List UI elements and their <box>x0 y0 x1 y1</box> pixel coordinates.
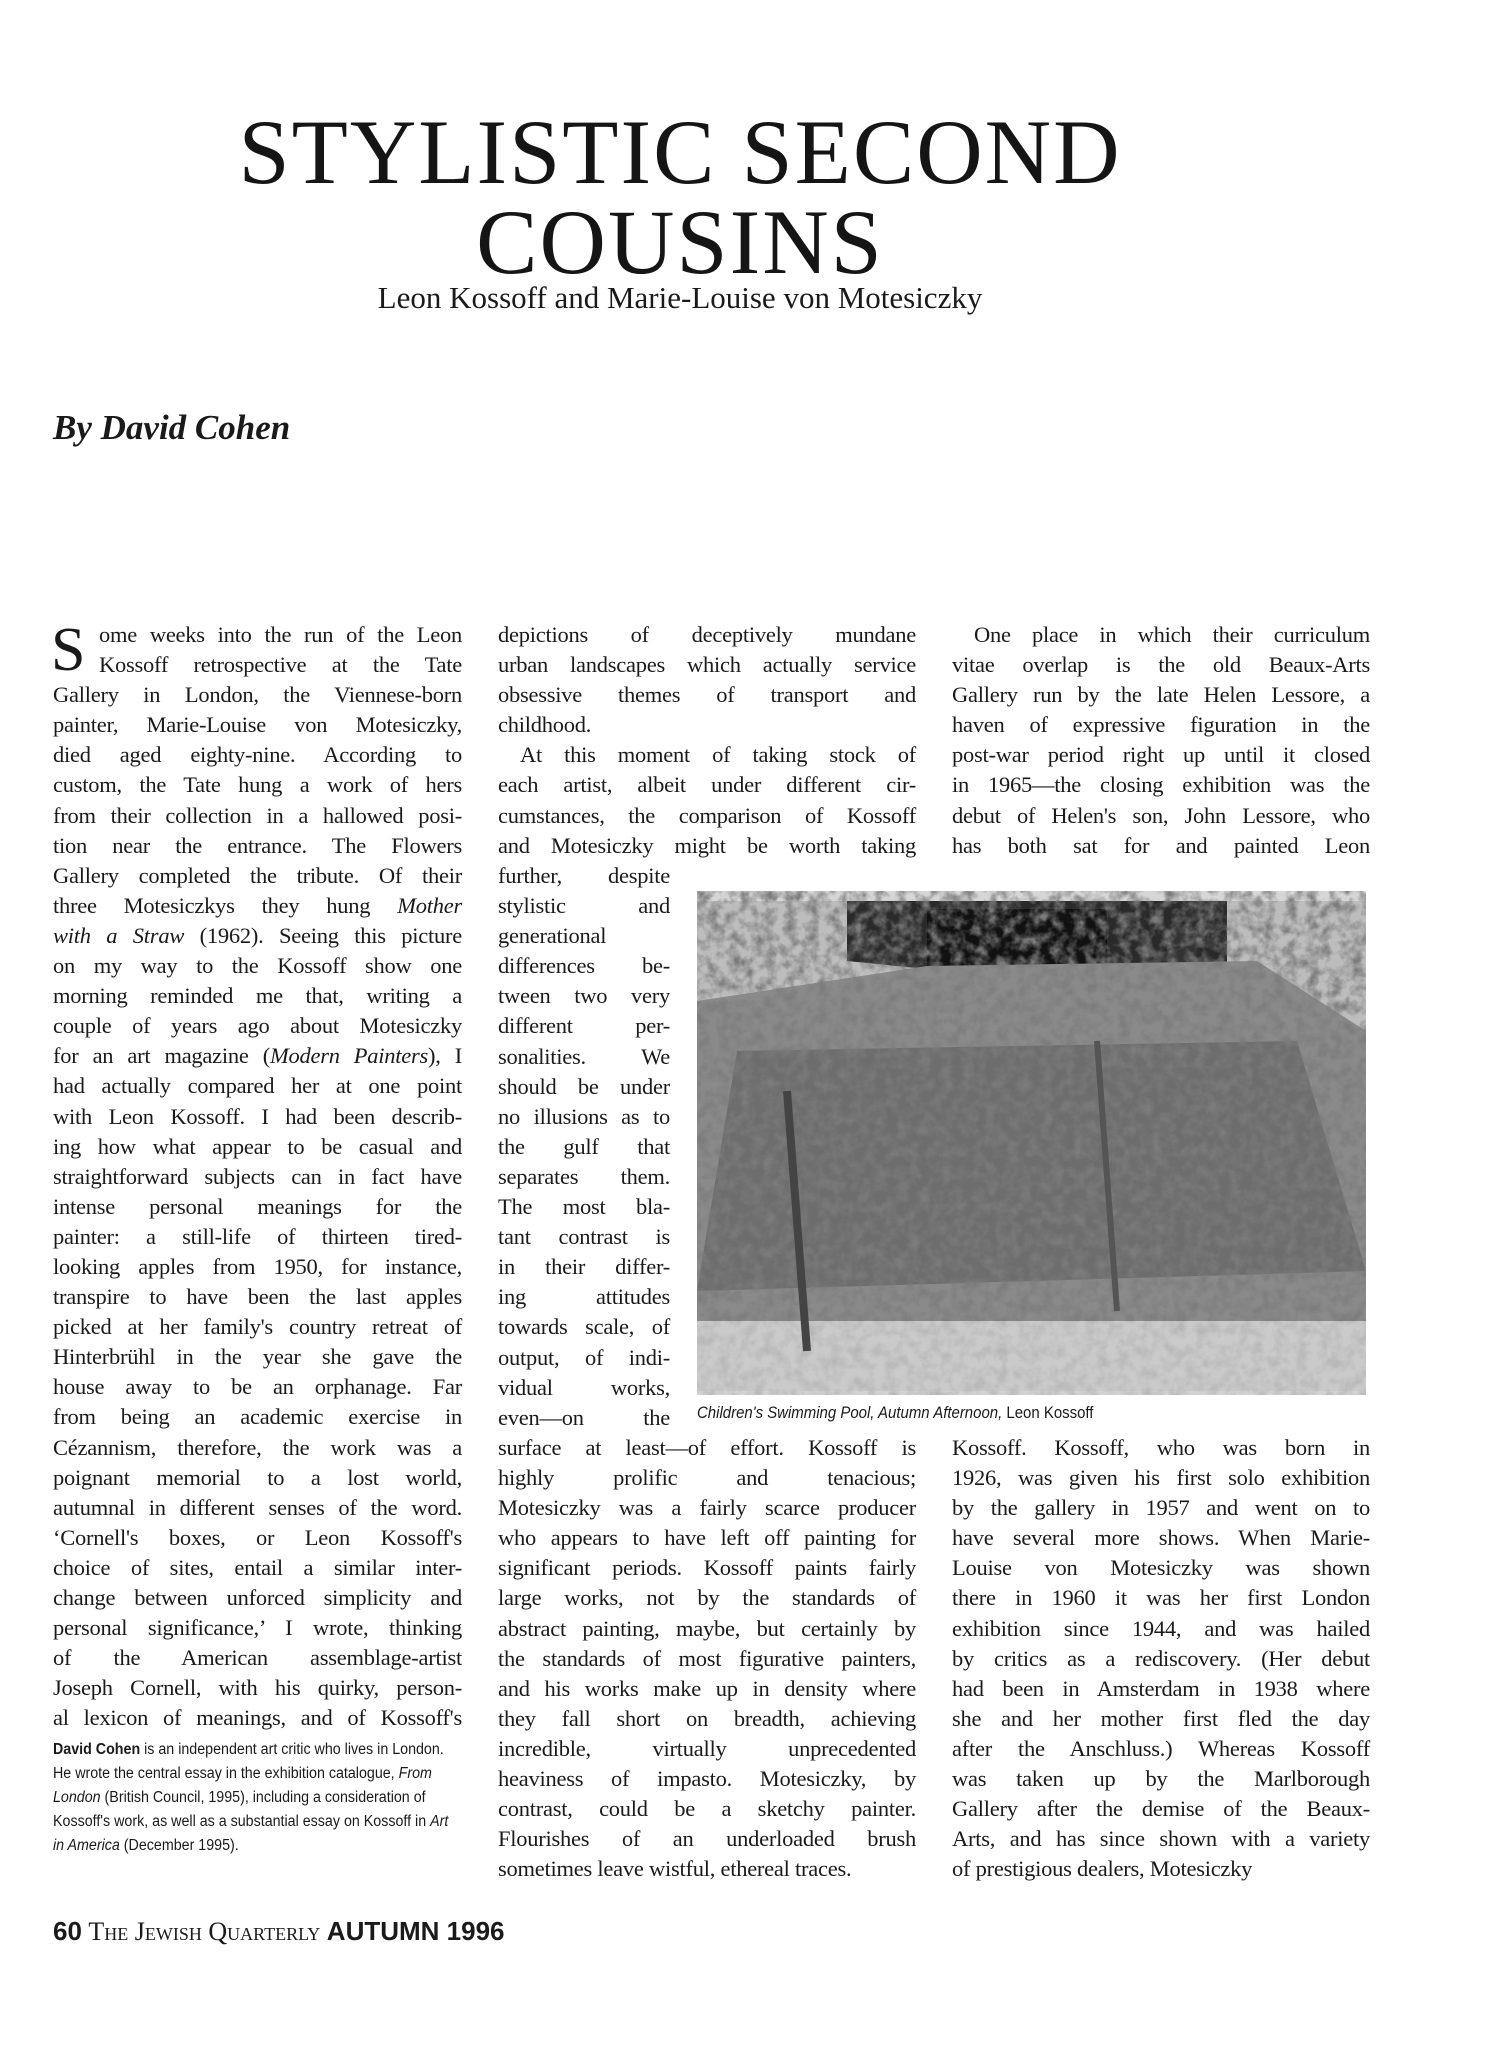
text-line <box>498 1854 916 1884</box>
text-segment: with Leon Kossoff. I had been describ- <box>53 1103 462 1129</box>
text-line <box>952 1553 1370 1583</box>
text-line <box>498 1674 916 1704</box>
text-line <box>53 1643 462 1673</box>
text-line <box>53 1041 462 1071</box>
text-segment: tween two very <box>498 983 670 1009</box>
text-line <box>53 1402 462 1432</box>
text-segment: sonalities. We <box>498 1043 670 1069</box>
text-line <box>53 1222 462 1252</box>
text-segment: exhibition since 1944, and was hailed <box>952 1615 1370 1641</box>
text-segment: for an art magazine ( <box>53 1043 270 1069</box>
text-line <box>498 1252 670 1282</box>
text-line <box>498 1373 670 1403</box>
text-line <box>952 1644 1370 1674</box>
figure-caption <box>697 1402 1093 1424</box>
text-segment: painter: a still-life of thirteen tired- <box>53 1223 462 1249</box>
bio-book: From London <box>53 1765 432 1806</box>
column-3-top <box>952 620 1370 861</box>
text-segment: towards scale, of <box>498 1314 670 1340</box>
text-line <box>53 1553 462 1583</box>
text-segment: had been in Amsterdam in 1938 where <box>952 1675 1370 1701</box>
text-line <box>498 1433 916 1463</box>
text-segment: tant contrast is <box>498 1224 670 1250</box>
text-line <box>952 710 1370 740</box>
text-line <box>53 1613 462 1643</box>
text-segment: there in 1960 it was her first London <box>952 1585 1370 1611</box>
text-line <box>952 1433 1370 1463</box>
text-segment: vidual works, <box>498 1374 670 1400</box>
title-line-1: STYLISTIC SECOND <box>238 101 1122 203</box>
text-segment: and his works make up in density where <box>498 1675 916 1701</box>
text-line <box>498 801 916 831</box>
text-line <box>498 1523 916 1553</box>
text-line <box>53 951 462 981</box>
text-line <box>498 1343 670 1373</box>
text-line <box>53 1493 462 1523</box>
column-2-top <box>498 620 916 861</box>
painting-image <box>697 891 1366 1395</box>
drop-cap: S <box>51 616 86 684</box>
column-2-narrow <box>498 861 670 1433</box>
subtitle: Leon Kossoff and Marie-Louise von Motesiczky <box>377 280 983 315</box>
text-line <box>53 620 462 650</box>
text-line <box>952 1523 1370 1553</box>
issue-label: AUTUMN 1996 <box>326 1916 505 1946</box>
text-line <box>53 1102 462 1132</box>
text-segment: heaviness of impasto. Motesiczky, by <box>498 1766 916 1792</box>
text-segment: surface at least—of effort. Kossoff is <box>498 1435 916 1460</box>
text-line <box>498 710 916 740</box>
text-line <box>53 1342 462 1372</box>
text-line <box>498 770 916 800</box>
text-segment: no illusions as to <box>498 1103 670 1129</box>
text-line <box>952 1583 1370 1613</box>
text-segment: post-war period right up until it closed <box>952 742 1370 768</box>
text-segment: generational <box>498 923 607 949</box>
text-segment: and Motesiczky might be worth taking <box>498 832 916 858</box>
text-segment: contrast, could be a sketchy painter. <box>498 1796 916 1822</box>
text-segment: (1962). Seeing this picture <box>184 922 462 948</box>
text-line <box>952 831 1370 861</box>
text-line <box>53 740 462 770</box>
text-segment: significant periods. Kossoff paints fairly <box>498 1555 916 1581</box>
text-segment: separates them. <box>498 1163 670 1189</box>
caption-title: Children's Swimming Pool, Autumn Afternoon, <box>697 1403 1003 1422</box>
text-segment: obsessive themes of transport and <box>498 682 916 708</box>
text-line <box>952 1794 1370 1824</box>
text-line <box>498 1614 916 1644</box>
text-line <box>498 1764 916 1794</box>
text-line <box>952 620 1370 650</box>
journal-name: The Jewish Quarterly <box>88 1917 321 1946</box>
bio-magazine: Art in America <box>53 1813 449 1854</box>
text-segment: transpire to have been the last apples <box>53 1284 462 1310</box>
title-line-2: COUSINS <box>476 191 884 293</box>
text-segment: in 1965—the closing exhibition was the <box>952 772 1370 798</box>
text-segment: personal significance,’ I wrote, thinking <box>53 1615 462 1641</box>
bio-text: (British Council, 1995), including a consideration of Kossoff's work, as well as a substantial essay on Kossoff in <box>53 1789 431 1830</box>
text-segment: house away to be an orphanage. Far <box>53 1374 462 1400</box>
text-segment: died aged eighty-nine. According to <box>53 742 462 768</box>
text-segment: autumnal in different senses of the word. <box>53 1494 462 1520</box>
text-segment: Kossoff. Kossoff, who was born in <box>952 1435 1370 1460</box>
text-line <box>53 1703 462 1733</box>
text-line <box>498 1072 670 1102</box>
text-line <box>498 1042 670 1072</box>
text-line <box>498 1824 916 1854</box>
text-line <box>53 861 462 891</box>
text-line <box>952 1734 1370 1764</box>
text-segment: Arts, and has since shown with a variety <box>952 1826 1370 1852</box>
text-line <box>498 740 916 770</box>
text-segment: 1926, was given his first solo exhibition <box>952 1465 1370 1491</box>
column-2-bottom <box>498 1433 916 1884</box>
text-segment: debut of Helen's son, John Lessore, who <box>952 802 1370 828</box>
text-segment: of prestigious dealers, Motesiczky <box>952 1856 1253 1882</box>
text-segment: cumstances, the comparison of Kossoff <box>498 802 916 828</box>
text-line <box>498 1162 670 1192</box>
text-line <box>952 1463 1370 1493</box>
text-segment: by the gallery in 1957 and went on to <box>952 1495 1370 1521</box>
text-segment: even—on the <box>498 1404 670 1430</box>
text-line <box>952 1854 1370 1884</box>
text-segment: choice of sites, entail a similar inter- <box>53 1554 462 1580</box>
page-footer <box>53 1916 505 1947</box>
text-segment: in their differ- <box>498 1254 670 1280</box>
text-segment: the gulf that <box>498 1133 670 1159</box>
text-segment: large works, not by the standards of <box>498 1585 916 1611</box>
text-segment: highly prolific and tenacious; <box>498 1465 916 1491</box>
text-segment: Gallery after the demise of the Beaux- <box>952 1796 1370 1822</box>
text-line <box>498 1463 916 1493</box>
text-segment: urban landscapes which actually service <box>498 652 916 678</box>
text-line <box>53 981 462 1011</box>
text-segment: ing how what appear to be casual and <box>53 1133 462 1159</box>
text-line <box>53 1282 462 1312</box>
text-line <box>498 1553 916 1583</box>
text-line <box>498 1644 916 1674</box>
text-segment: The most bla- <box>498 1194 670 1220</box>
text-line <box>53 1433 462 1463</box>
text-line <box>952 770 1370 800</box>
text-segment: was taken up by the Marlborough <box>952 1766 1370 1792</box>
text-line <box>952 1674 1370 1704</box>
text-line <box>53 1011 462 1041</box>
text-line <box>498 1282 670 1312</box>
text-segment: further, despite <box>498 863 670 888</box>
text-line <box>53 1192 462 1222</box>
text-segment: vitae overlap is the old Beaux-Arts <box>952 652 1370 678</box>
byline: By David Cohen <box>53 408 291 447</box>
bio-text: (December 1995). <box>119 1837 239 1854</box>
text-segment: they fall short on breadth, achieving <box>498 1705 916 1731</box>
italic-text: Modern Painters <box>269 1043 429 1069</box>
text-segment: poignant memorial to a lost world, <box>53 1464 462 1490</box>
text-line <box>498 1011 670 1041</box>
text-segment: depictions of deceptively mundane <box>498 622 916 647</box>
text-segment: ‘Cornell's boxes, or Leon Kossoff's <box>53 1524 462 1550</box>
text-segment: custom, the Tate hung a work of hers <box>53 772 462 798</box>
text-line <box>53 770 462 800</box>
text-segment: childhood. <box>498 712 592 738</box>
text-line <box>53 1523 462 1553</box>
page-number: 60 <box>53 1916 82 1946</box>
text-segment: of the American assemblage-artist <box>53 1645 462 1671</box>
text-segment: Cézannism, therefore, the work was a <box>53 1434 462 1460</box>
text-line <box>53 891 462 921</box>
text-segment: she and her mother first fled the day <box>952 1705 1370 1731</box>
text-segment: intense personal meanings for the <box>53 1193 462 1219</box>
text-segment: Louise von Motesiczky was shown <box>952 1555 1370 1581</box>
text-segment: ), I <box>428 1043 462 1069</box>
text-segment: haven of expressive figuration in the <box>952 712 1370 738</box>
text-segment: picked at her family's country retreat of <box>53 1314 462 1340</box>
text-line <box>53 1312 462 1342</box>
text-segment: output, of indi- <box>498 1344 670 1370</box>
text-line <box>53 1252 462 1282</box>
text-segment: Joseph Cornell, with his quirky, person- <box>53 1675 462 1701</box>
text-line <box>498 1132 670 1162</box>
text-segment: after the Anschluss.) Whereas Kossoff <box>952 1735 1370 1761</box>
text-line <box>952 650 1370 680</box>
text-segment: from being an academic exercise in <box>53 1404 462 1430</box>
text-line <box>498 981 670 1011</box>
text-segment: sometimes leave wistful, ethereal traces. <box>498 1856 852 1882</box>
column-3-bottom <box>952 1433 1370 1884</box>
text-line <box>53 831 462 861</box>
text-segment: Gallery in London, the Viennese-born <box>53 682 462 708</box>
bio-name: David Cohen <box>53 1741 141 1758</box>
text-segment: on my way to the Kossoff show one <box>53 953 462 979</box>
text-line <box>53 1583 462 1613</box>
text-line <box>498 1794 916 1824</box>
text-segment: Flourishes of an underloaded brush <box>498 1826 916 1852</box>
text-line <box>498 951 670 981</box>
text-segment: abstract painting, maybe, but certainly by <box>498 1615 916 1641</box>
text-line <box>53 1463 462 1493</box>
text-segment: from their collection in a hallowed posi- <box>53 802 462 828</box>
text-segment: by critics as a rediscovery. (Her debut <box>952 1645 1370 1671</box>
text-segment: Gallery completed the tribute. Of their <box>53 862 462 888</box>
text-line <box>952 1704 1370 1734</box>
text-line <box>53 1162 462 1192</box>
bio-text: is an independent art critic who lives in London. He wrote the central essay in the exhibition catalogue, <box>53 1741 444 1782</box>
text-segment: should be under <box>498 1073 670 1099</box>
text-line <box>498 861 670 891</box>
text-segment: painter, Marie-Louise von Motesiczky, <box>53 712 462 738</box>
text-line <box>498 650 916 680</box>
text-segment: ome weeks into the run of the Leon <box>99 622 462 647</box>
text-segment: One place in which their curriculum <box>974 622 1370 647</box>
text-segment: At this moment of taking stock of <box>520 742 916 768</box>
text-segment: morning reminded me that, writing a <box>53 983 462 1009</box>
text-segment: three Motesiczkys they hung <box>53 892 398 918</box>
text-segment: Hinterbrühl in the year she gave the <box>53 1344 462 1370</box>
text-segment: ing attitudes <box>498 1284 670 1310</box>
text-line <box>53 710 462 740</box>
text-segment: each artist, albeit under different cir- <box>498 772 916 798</box>
text-line <box>498 1222 670 1252</box>
text-segment: the standards of most figurative painters, <box>498 1645 916 1671</box>
text-line <box>498 1493 916 1523</box>
text-line <box>498 1583 916 1613</box>
author-bio <box>53 1738 462 1858</box>
text-line <box>952 680 1370 710</box>
text-line <box>498 1403 670 1433</box>
text-line <box>53 1673 462 1703</box>
text-segment: tion near the entrance. The Flowers <box>53 832 462 858</box>
text-line <box>53 921 462 951</box>
text-line <box>498 891 670 921</box>
text-line <box>952 1493 1370 1523</box>
text-line <box>498 1102 670 1132</box>
text-line <box>53 650 462 680</box>
text-line <box>952 1824 1370 1854</box>
text-line <box>53 1132 462 1162</box>
text-line <box>498 1192 670 1222</box>
text-line <box>53 801 462 831</box>
text-line <box>498 921 670 951</box>
text-segment: change between unforced simplicity and <box>53 1585 462 1610</box>
text-segment: Gallery run by the late Helen Lessore, a <box>952 682 1370 708</box>
text-segment: incredible, virtually unprecedented <box>498 1735 916 1761</box>
text-line <box>53 1372 462 1402</box>
text-segment: Kossoff retrospective at the Tate <box>99 652 462 678</box>
text-segment: differences be- <box>498 953 670 979</box>
text-line <box>952 1614 1370 1644</box>
text-line <box>498 1734 916 1764</box>
text-segment: has both sat for and painted Leon <box>952 832 1370 858</box>
italic-text: Mother <box>397 892 462 918</box>
text-segment: different per- <box>498 1013 670 1039</box>
text-line <box>498 1704 916 1734</box>
column-1 <box>51 616 462 1733</box>
text-line <box>498 1312 670 1342</box>
text-line <box>498 680 916 710</box>
text-segment: have several more shows. When Marie- <box>952 1525 1370 1551</box>
text-segment: looking apples from 1950, for instance, <box>53 1253 462 1279</box>
caption-artist: Leon Kossoff <box>1002 1403 1094 1422</box>
text-line <box>952 740 1370 770</box>
text-segment: stylistic and <box>498 893 670 919</box>
text-segment: Motesiczky was a fairly scarce producer <box>498 1495 916 1521</box>
text-line <box>53 680 462 710</box>
text-segment: couple of years ago about Motesiczky <box>53 1013 462 1039</box>
text-line <box>952 801 1370 831</box>
text-segment: who appears to have left off painting for <box>498 1525 916 1551</box>
text-line <box>498 831 916 861</box>
text-segment: al lexicon of meanings, and of Kossoff's <box>53 1705 462 1731</box>
text-segment: had actually compared her at one point <box>53 1073 462 1099</box>
text-line <box>53 1071 462 1101</box>
text-segment: straightforward subjects can in fact have <box>53 1163 462 1189</box>
text-line <box>498 620 916 650</box>
text-line <box>952 1764 1370 1794</box>
italic-text: with a Straw <box>53 922 185 948</box>
